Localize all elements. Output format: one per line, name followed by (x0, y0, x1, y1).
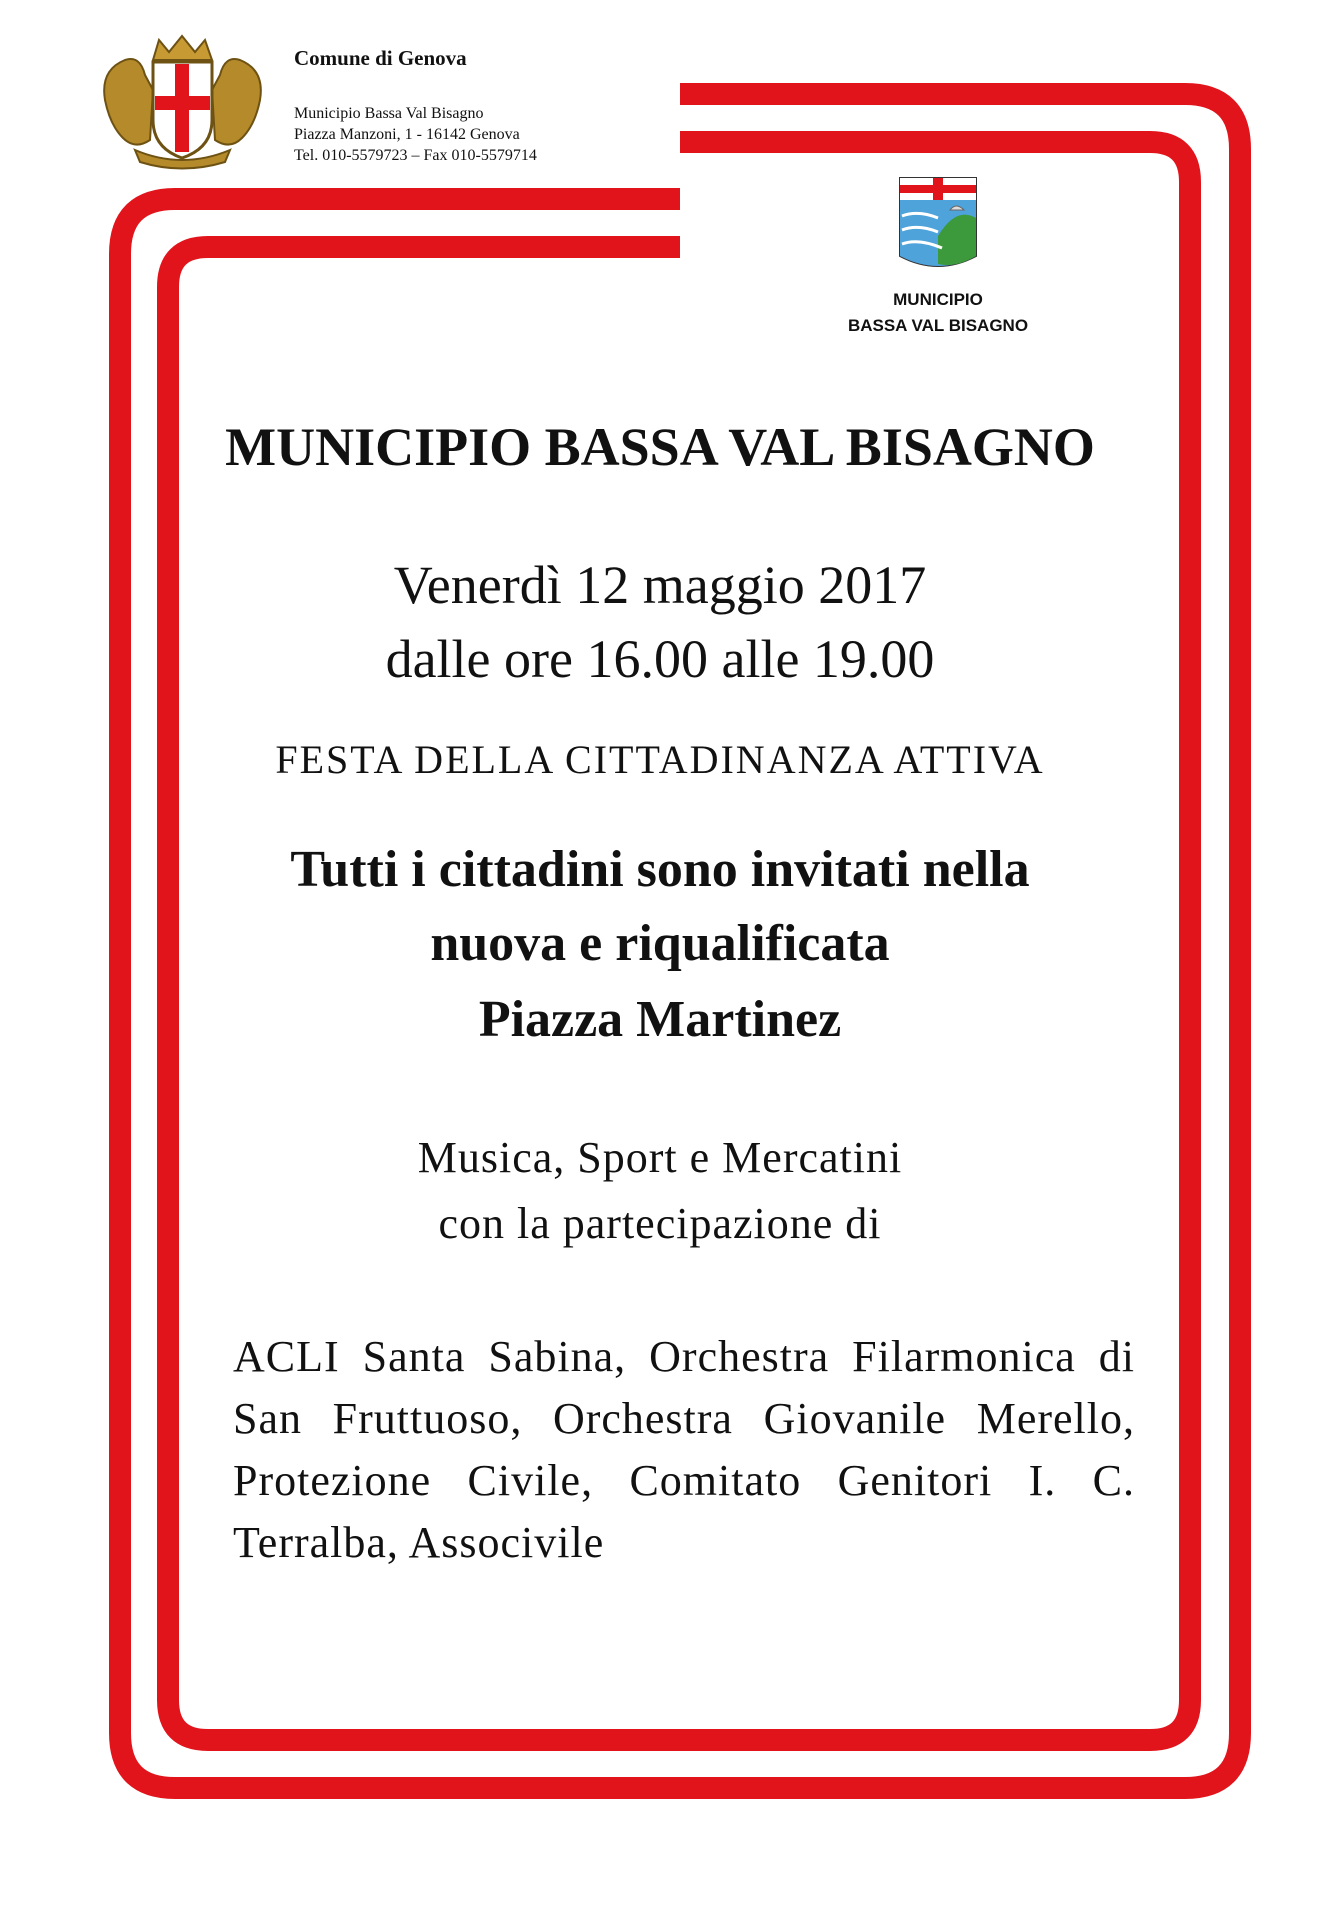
event-date: Venerdì 12 maggio 2017 (393, 555, 927, 615)
participants-list: ACLI Santa Sabina, Orchestra Filarmonica di San Fruttuoso, Orchestra Giovanile Merello, Protezione Civile, Comitato Genitori I. C. Terralba, Associvile (233, 1332, 1135, 1567)
event-name: FESTA DELLA CITTADINANZA ATTIVA (275, 737, 1045, 782)
header-address-line-1: Municipio Bassa Val Bisagno (294, 105, 484, 122)
activities-line-1: Musica, Sport e Mercatini (417, 1133, 903, 1182)
municipio-badge-line-2: BASSA VAL BISAGNO (847, 316, 1029, 335)
genova-coat-of-arms (95, 30, 270, 170)
page-title: MUNICIPIO BASSA VAL BISAGNO (225, 417, 1095, 477)
invitation-line-1: Tutti i cittadini sono invitati nella (290, 841, 1030, 898)
activities-line-2: con la partecipazione di (438, 1199, 882, 1248)
municipio-badge-line-1: MUNICIPIO (893, 290, 983, 309)
municipio-shield-icon (898, 176, 978, 276)
event-time: dalle ore 16.00 alle 19.00 (385, 629, 935, 689)
header-address-line-2: Piazza Manzoni, 1 - 16142 Genova (294, 126, 520, 143)
header-contact-line: Tel. 010-5579723 – Fax 010-5579714 (294, 147, 537, 164)
invitation-line-2: nuova e riqualificata (430, 915, 890, 972)
header-title: Comune di Genova (294, 46, 467, 70)
invitation-line-3: Piazza Martinez (478, 991, 842, 1048)
